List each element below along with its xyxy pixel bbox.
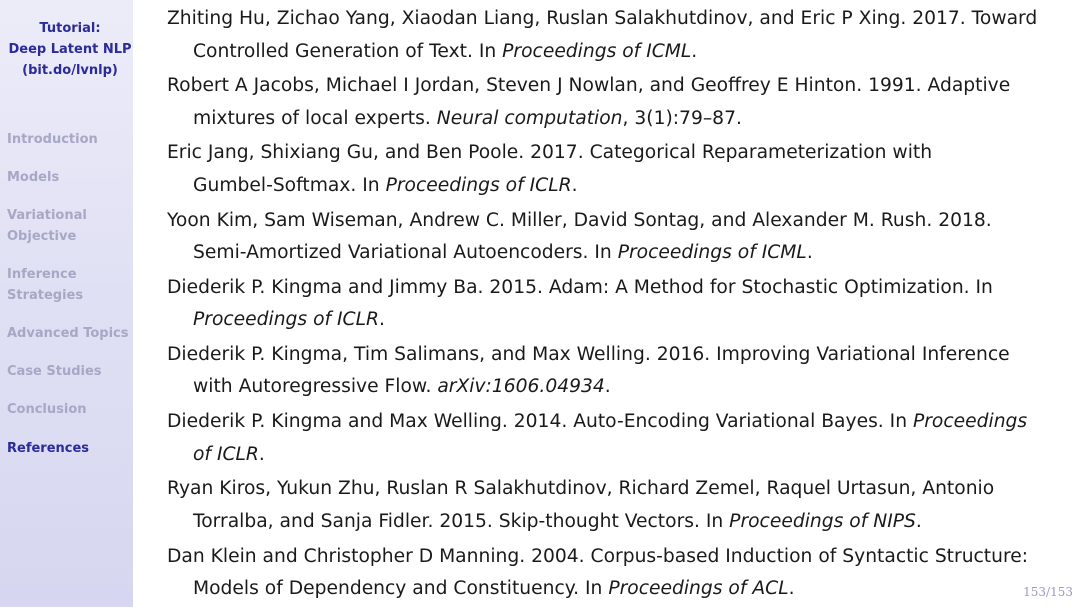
reference-venue: Proceedings of ICML [502, 40, 692, 62]
reference-venue: Proceedings of ICML [617, 242, 807, 264]
reference-line-1: Eric Jang, Shixiang Gu, and Ben Poole. 2017. Categorical Reparameterization with [167, 142, 933, 164]
reference-list [167, 3, 1067, 608]
nav-item-case-studies[interactable] [7, 361, 131, 382]
presentation-title[interactable] [0, 18, 140, 81]
reference-text: . [379, 309, 385, 331]
reference-text: . [258, 443, 265, 465]
nav-item-references[interactable] [7, 438, 131, 459]
title-line: (bit.do/lvnlp) [22, 63, 118, 78]
reference-entry [167, 541, 1067, 608]
reference-venue: arXiv:1606.04934 [437, 376, 605, 398]
reference-text: Diederik P. Kingma and Max Welling. 2014. Auto-Encoding Variational Bayes. In [167, 411, 913, 433]
reference-line-1: Robert A Jacobs, Michael I Jordan, Steven J Nowlan, and Geoffrey E Hinton. 1991. Adaptive [167, 75, 1011, 97]
nav-item-variational-objective[interactable] [7, 205, 131, 247]
nav-label: Introduction [7, 132, 98, 147]
reference-text: . [604, 376, 611, 398]
nav-label: References [7, 441, 90, 456]
reference-text: . [806, 242, 813, 264]
reference-venue: Proceedings [912, 411, 1028, 433]
reference-venue: Proceedings of ICLR [193, 309, 379, 331]
nav-item-models[interactable] [7, 167, 131, 188]
reference-line-1: Zhiting Hu, Zichao Yang, Xiaodan Liang, Ruslan Salakhutdinov, and Eric P Xing. 2017. Toward [167, 8, 1038, 29]
reference-text: . [788, 578, 795, 599]
reference-entry [167, 205, 1067, 272]
title-line: Deep Latent NLP [8, 42, 132, 57]
reference-text: Semi-Amortized Variational Autoencoders. In [193, 242, 618, 264]
reference-text: with Autoregressive Flow. [193, 376, 438, 398]
sidebar [0, 0, 133, 607]
nav-label: Objective [7, 229, 77, 244]
reference-line-1: Dan Klein and Christopher D Manning. 2004. Corpus-based Induction of Syntactic Structure: [167, 545, 1029, 567]
reference-venue: Proceedings of ACL [608, 578, 789, 599]
reference-entry [167, 406, 1067, 473]
reference-text: Models of Dependency and Constituency. In [193, 578, 609, 599]
reference-line-1: Ryan Kiros, Yukun Zhu, Ruslan R Salakhutdinov, Richard Zemel, Raquel Urtasun, Antonio [167, 478, 995, 500]
reference-text: mixtures of local experts. [193, 107, 437, 129]
reference-text: Gumbel-Softmax. In [193, 174, 386, 196]
reference-entry [167, 339, 1067, 406]
reference-text: . [571, 174, 578, 196]
page-number: 153/153 [1023, 585, 1073, 599]
reference-line-1: Yoon Kim, Sam Wiseman, Andrew C. Miller, David Sontag, and Alexander M. Rush. 2018. [167, 209, 992, 231]
reference-text: . [691, 40, 698, 62]
nav-item-conclusion[interactable] [7, 399, 131, 420]
reference-text: Torralba, and Sanja Fidler. 2015. Skip-thought Vectors. In [193, 510, 730, 532]
reference-venue: Neural computation [436, 107, 623, 129]
nav-label: Conclusion [7, 402, 87, 417]
reference-entry [167, 137, 1067, 204]
reference-entry [167, 473, 1067, 540]
reference-line-1: Diederik P. Kingma and Jimmy Ba. 2015. Adam: A Method for Stochastic Optimization. In [167, 276, 993, 298]
reference-line-1: Diederik P. Kingma, Tim Salimans, and Max Welling. 2016. Improving Variational Inference [167, 343, 1010, 365]
nav-item-advanced-topics[interactable] [7, 323, 131, 344]
nav-label: Models [7, 170, 60, 185]
nav-label: Inference [7, 267, 77, 282]
reference-text: Controlled Generation of Text. In [193, 40, 503, 62]
reference-entry [167, 3, 1067, 70]
reference-venue: Proceedings of NIPS [729, 510, 916, 532]
reference-text: , 3(1):79–87. [622, 107, 742, 129]
reference-text: . [915, 510, 922, 532]
nav-label: Variational [7, 208, 87, 223]
nav-item-introduction[interactable] [7, 129, 131, 150]
nav-label: Strategies [7, 288, 84, 303]
reference-venue: of ICLR [193, 443, 259, 465]
nav-label: Advanced Topics [7, 326, 129, 341]
reference-entry [167, 272, 1067, 339]
reference-entry [167, 70, 1067, 137]
reference-venue: Proceedings of ICLR [385, 174, 572, 196]
nav-item-inference-strategies[interactable] [7, 264, 131, 306]
nav-label: Case Studies [7, 364, 102, 379]
title-line: Tutorial: [39, 21, 101, 36]
